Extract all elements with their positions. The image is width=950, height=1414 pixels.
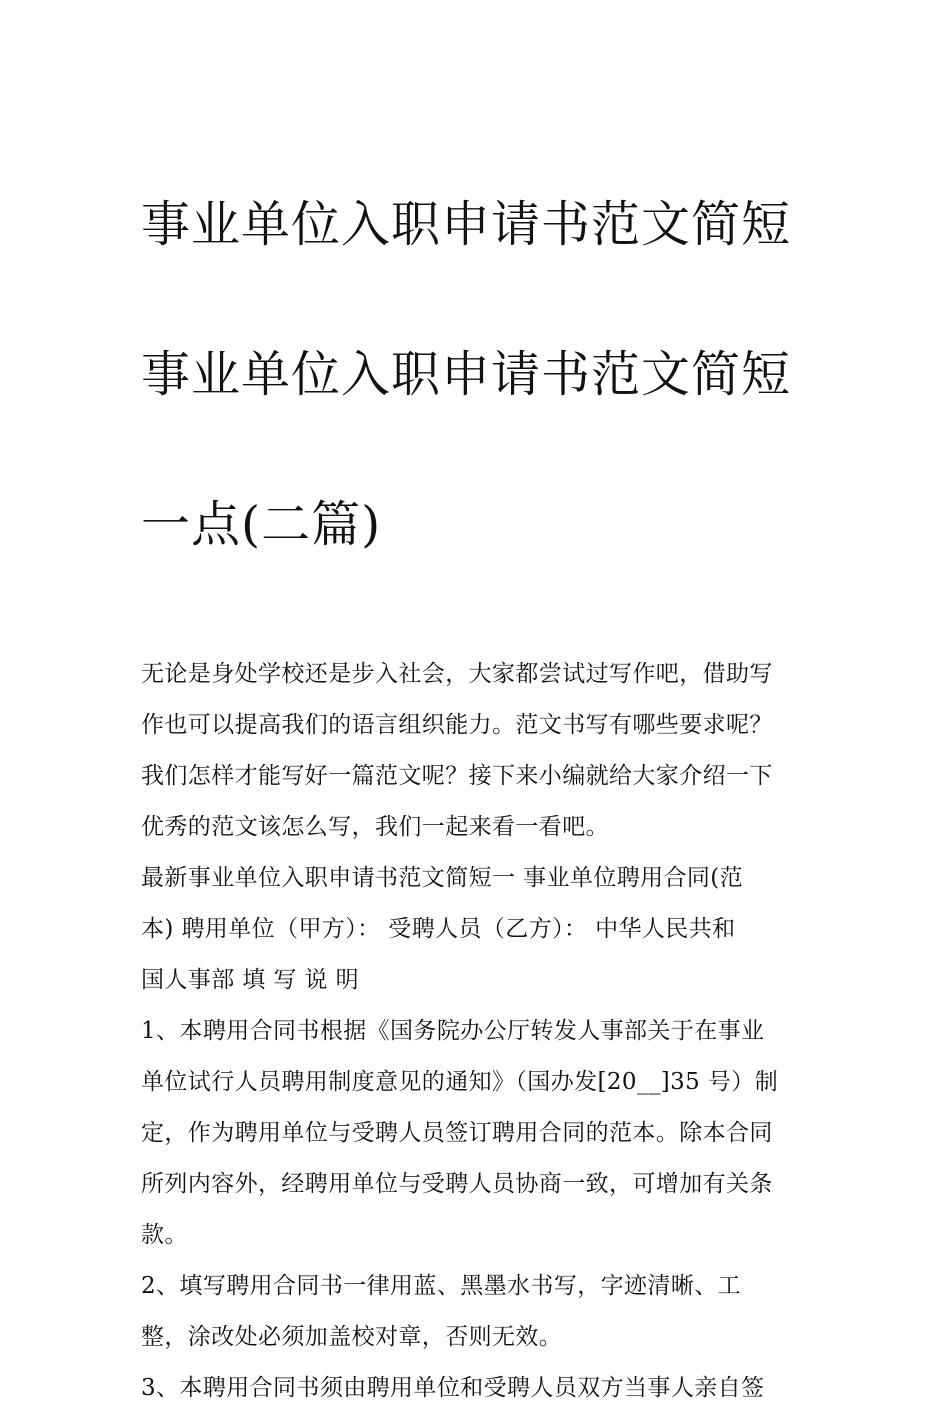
title-line: 事业单位入职申请书范文简短 xyxy=(141,346,792,403)
text-line: 我们怎样才能写好一篇范文呢？接下来小编就给大家介绍一下 xyxy=(141,763,773,789)
text-line: 2、填写聘用合同书一律用蓝、黑墨水书写，字迹清晰、工 xyxy=(141,1273,742,1299)
text-line: 定，作为聘用单位与受聘人员签订聘用合同的范本。除本合同 xyxy=(141,1120,773,1146)
text-line: 最新事业单位入职申请书范文简短一 事业单位聘用合同(范 xyxy=(141,865,744,891)
document-page xyxy=(141,112,821,1414)
text-line: 所列内容外，经聘用单位与受聘人员协商一致，可增加有关条 xyxy=(141,1171,773,1197)
text-line: 优秀的范文该怎么写，我们一起来看一看吧。 xyxy=(141,814,609,840)
text-line: 国人事部 填 写 说 明 xyxy=(141,967,360,993)
text-line: 整，涂改处必须加盖校对章，否则无效。 xyxy=(141,1324,563,1350)
item-2-paragraph xyxy=(141,1261,821,1363)
text-line: 单位试行人员聘用制度意见的通知》（国办发[20__]35 号）制 xyxy=(141,1069,779,1095)
intro-paragraph xyxy=(141,649,821,853)
title-line: 事业单位入职申请书范文简短 xyxy=(141,196,792,253)
text-line: 无论是身处学校还是步入社会，大家都尝试过写作吧，借助写 xyxy=(141,661,773,687)
text-line: 本) 聘用单位（甲方）： 受聘人员（乙方）： 中华人民共和 xyxy=(141,916,736,942)
item-1-paragraph xyxy=(141,1006,821,1261)
section-heading-paragraph xyxy=(141,853,821,1006)
title-line: 一点(二篇) xyxy=(141,496,382,553)
text-line: 款。 xyxy=(141,1222,188,1248)
text-line: 3、本聘用合同书须由聘用单位和受聘人员双方当事人亲自签 xyxy=(141,1375,765,1401)
item-3-paragraph xyxy=(141,1363,821,1414)
text-line: 1、本聘用合同书根据《国务院办公厅转发人事部关于在事业 xyxy=(141,1018,765,1044)
document-title xyxy=(141,112,821,637)
text-line: 作也可以提高我们的语言组织能力。范文书写有哪些要求呢？ xyxy=(141,712,773,738)
